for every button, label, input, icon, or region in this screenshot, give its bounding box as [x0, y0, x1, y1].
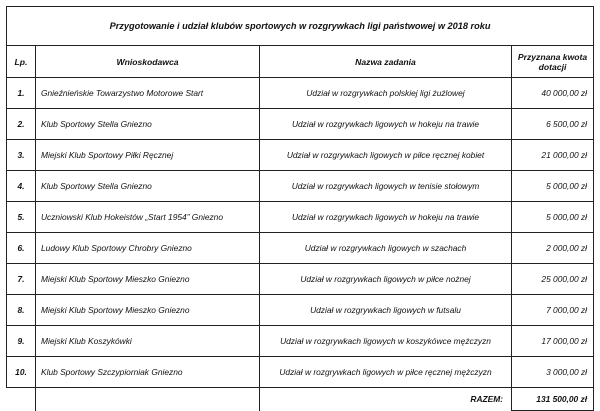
cell-amount: 3 000,00 zł	[512, 357, 594, 388]
cell-amount: 21 000,00 zł	[512, 140, 594, 171]
cell-task: Udział w rozgrywkach ligowych w koszykówce mężczyzn	[260, 326, 512, 357]
cell-task: Udział w rozgrywkach ligowych w piłce ręcznej mężczyzn	[260, 357, 512, 388]
cell-lp: 9.	[7, 326, 36, 357]
cell-applicant: Klub Sportowy Stella Gniezno	[36, 109, 260, 140]
cell-amount: 5 000,00 zł	[512, 171, 594, 202]
cell-task: Udział w rozgrywkach ligowych w hokeju na trawie	[260, 109, 512, 140]
header-lp: Lp.	[7, 46, 36, 78]
table-row	[7, 140, 594, 171]
cell-applicant: Miejski Klub Sportowy Mieszko Gniezno	[36, 264, 260, 295]
header-row	[7, 46, 594, 78]
table-row	[7, 233, 594, 264]
cell-lp: 6.	[7, 233, 36, 264]
grant-table	[6, 6, 594, 411]
table-row	[7, 202, 594, 233]
cell-task: Udział w rozgrywkach ligowych w hokeju na trawie	[260, 202, 512, 233]
cell-lp: 1.	[7, 78, 36, 109]
total-label: RAZEM:	[260, 388, 512, 411]
cell-task: Udział w rozgrywkach ligowych w szachach	[260, 233, 512, 264]
cell-lp: 8.	[7, 295, 36, 326]
cell-applicant: Klub Sportowy Szczypiorniak Gniezno	[36, 357, 260, 388]
cell-applicant: Miejski Klub Sportowy Piłki Ręcznej	[36, 140, 260, 171]
cell-applicant: Miejski Klub Koszykówki	[36, 326, 260, 357]
cell-amount: 2 000,00 zł	[512, 233, 594, 264]
cell-amount: 25 000,00 zł	[512, 264, 594, 295]
cell-amount: 17 000,00 zł	[512, 326, 594, 357]
total-blank-cell	[36, 388, 260, 411]
cell-task: Udział w rozgrywkach ligowych w futsalu	[260, 295, 512, 326]
cell-applicant: Klub Sportowy Stella Gniezno	[36, 171, 260, 202]
table-row	[7, 357, 594, 388]
table-row	[7, 326, 594, 357]
cell-lp: 4.	[7, 171, 36, 202]
total-blank-cell	[7, 388, 36, 411]
cell-applicant: Ludowy Klub Sportowy Chrobry Gniezno	[36, 233, 260, 264]
cell-applicant: Uczniowski Klub Hokeistów „Start 1954” Gniezno	[36, 202, 260, 233]
cell-task: Udział w rozgrywkach ligowych w piłce ręcznej kobiet	[260, 140, 512, 171]
header-task: Nazwa zadania	[260, 46, 512, 78]
cell-applicant: Miejski Klub Sportowy Mieszko Gniezno	[36, 295, 260, 326]
table-row	[7, 264, 594, 295]
header-applicant: Wnioskodawca	[36, 46, 260, 78]
header-amount: Przyznana kwota dotacji	[512, 46, 594, 78]
cell-amount: 7 000,00 zł	[512, 295, 594, 326]
cell-task: Udział w rozgrywkach polskiej ligi żużlowej	[260, 78, 512, 109]
table-row	[7, 78, 594, 109]
cell-amount: 6 500,00 zł	[512, 109, 594, 140]
cell-lp: 7.	[7, 264, 36, 295]
table-row	[7, 171, 594, 202]
cell-lp: 5.	[7, 202, 36, 233]
total-row	[7, 388, 594, 411]
total-value: 131 500,00 zł	[512, 388, 594, 411]
cell-amount: 40 000,00 zł	[512, 78, 594, 109]
cell-lp: 3.	[7, 140, 36, 171]
cell-task: Udział w rozgrywkach ligowych w piłce nożnej	[260, 264, 512, 295]
table-title: Przygotowanie i udział klubów sportowych w rozgrywkach ligi państwowej w 2018 roku	[7, 7, 594, 46]
table-row	[7, 109, 594, 140]
cell-task: Udział w rozgrywkach ligowych w tenisie stołowym	[260, 171, 512, 202]
cell-lp: 2.	[7, 109, 36, 140]
cell-amount: 5 000,00 zł	[512, 202, 594, 233]
cell-lp: 10.	[7, 357, 36, 388]
cell-applicant: Gnieźnieńskie Towarzystwo Motorowe Start	[36, 78, 260, 109]
table-row	[7, 295, 594, 326]
